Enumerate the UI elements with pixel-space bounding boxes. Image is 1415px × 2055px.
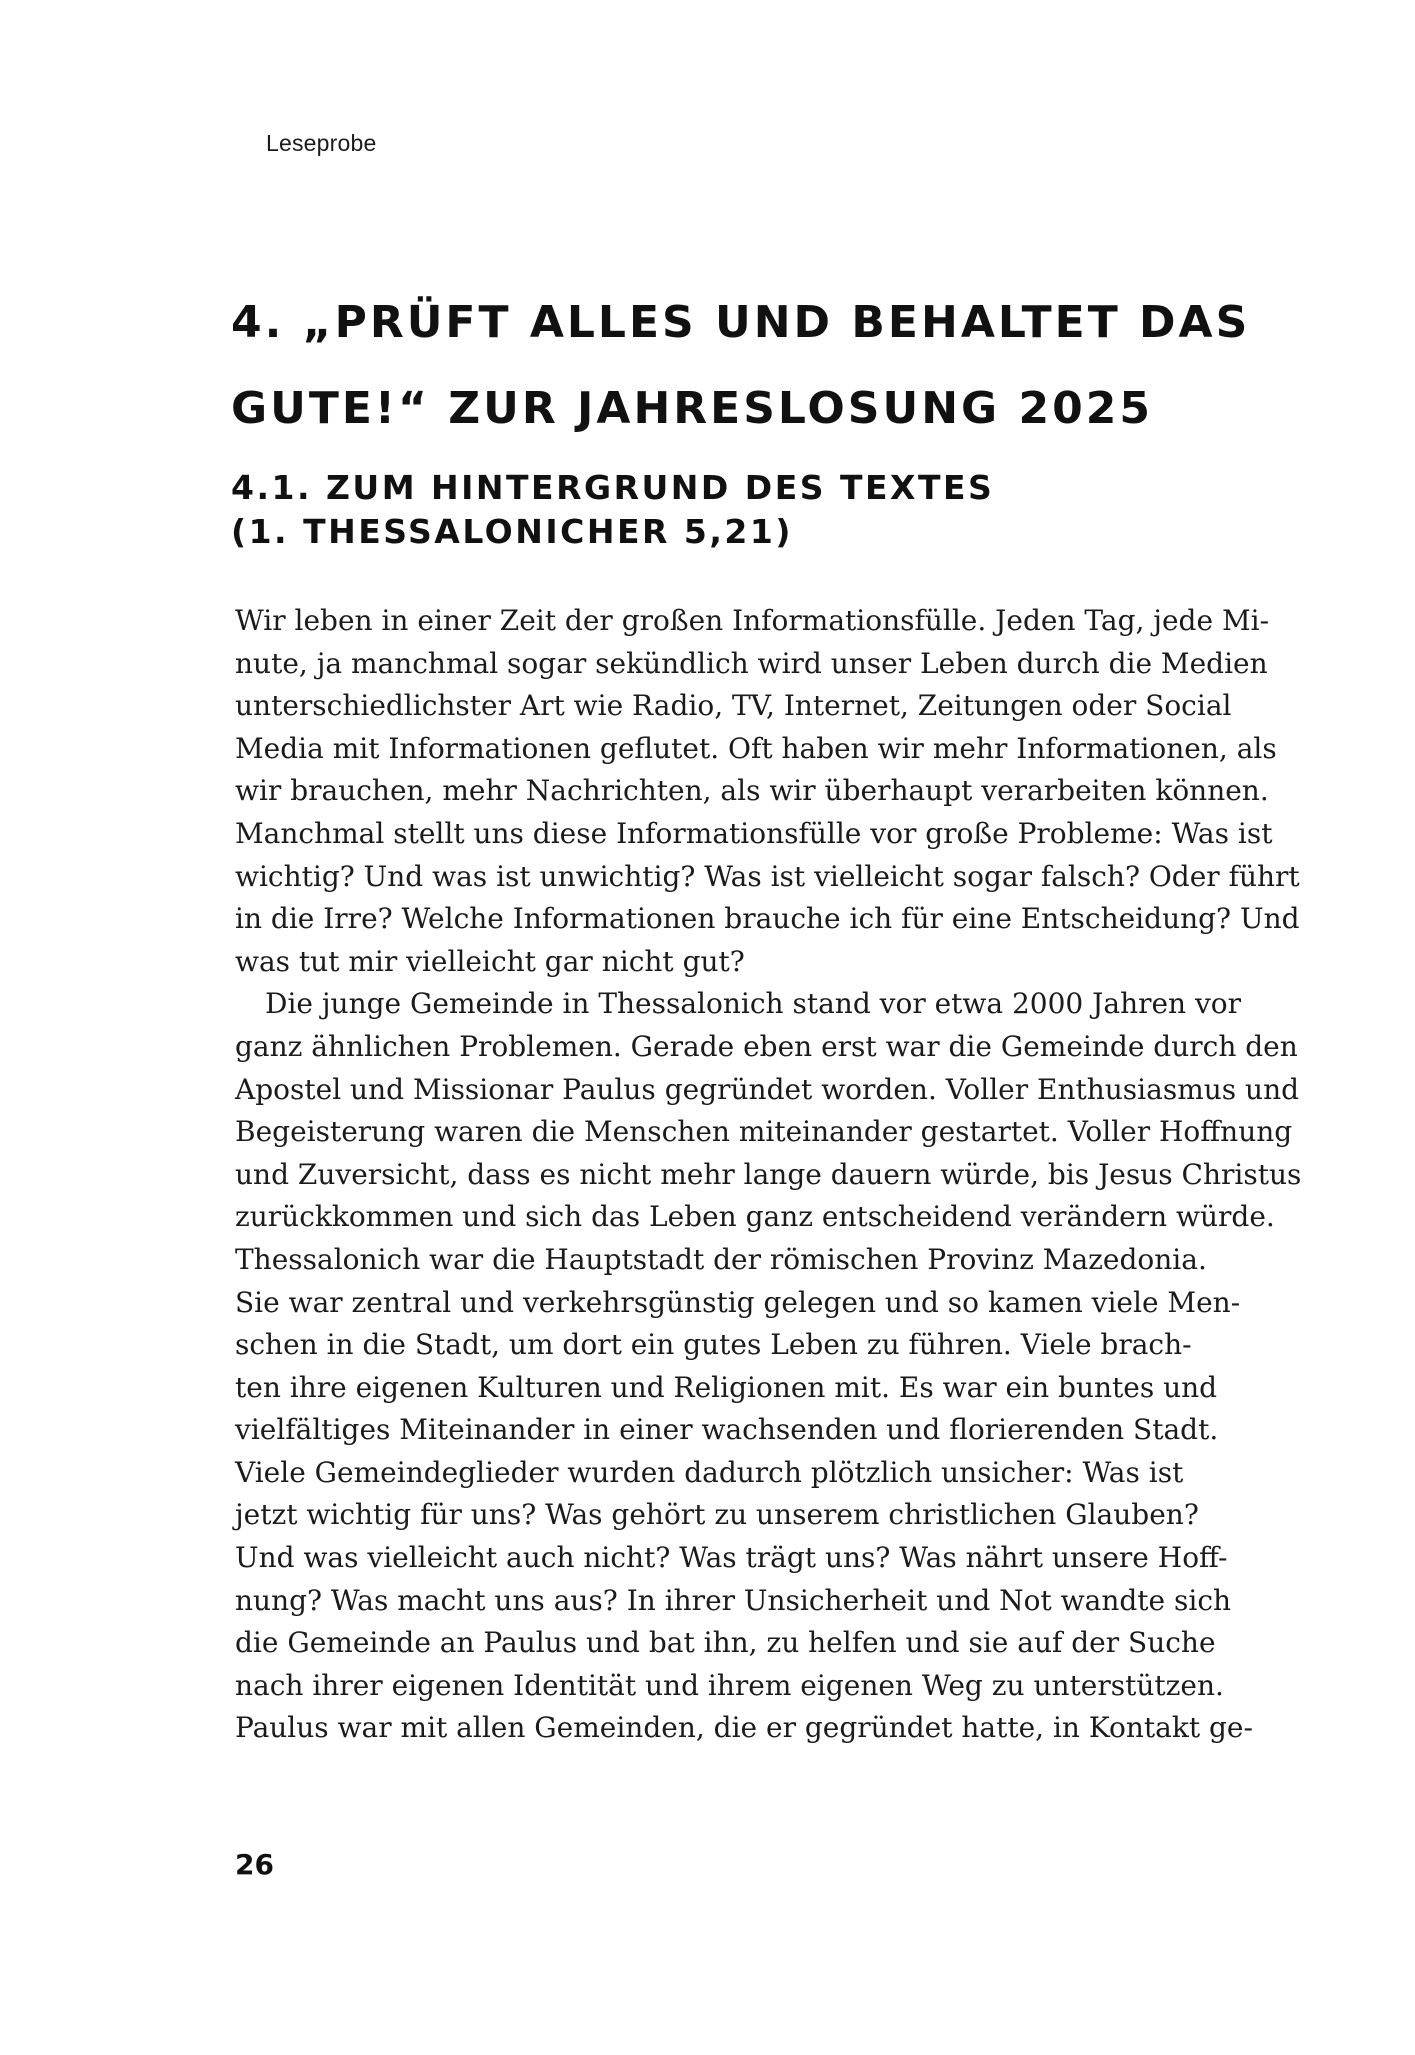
- text-line: nute, ja manchmal sogar sekündlich wird unser Leben durch die Medien: [235, 646, 1268, 680]
- text-line: vielfältiges Miteinander in einer wachsenden und florierenden Stadt.: [235, 1413, 1219, 1447]
- text-line: Apostel und Missionar Paulus gegründet worden. Voller Enthusiasmus und: [235, 1072, 1300, 1106]
- text-line: Und was vielleicht auch nicht? Was trägt uns? Was nährt unsere Hoff-: [235, 1541, 1228, 1575]
- text-line: Die junge Gemeinde in Thessalonich stand vor etwa 2000 Jahren vor: [265, 987, 1242, 1021]
- text-line: und Zuversicht, dass es nicht mehr lange dauern würde, bis Jesus Christus: [235, 1157, 1302, 1191]
- text-line: unterschiedlichster Art wie Radio, TV, Internet, Zeitungen oder Social: [235, 689, 1232, 723]
- text-line: Wir leben in einer Zeit der großen Informationsfülle. Jeden Tag, jede Mi-: [235, 604, 1270, 637]
- page-number: 26: [235, 1848, 274, 1881]
- text-line: wichtig? Und was ist unwichtig? Was ist vielleicht sogar falsch? Oder führt: [235, 859, 1300, 893]
- text-line: was tut mir vielleicht gar nicht gut?: [235, 944, 745, 978]
- chapter-title-line: 4. „PRÜFT ALLES UND BEHALTET DAS: [231, 297, 1251, 348]
- paragraph-2: [235, 983, 1302, 1750]
- text-line: ganz ähnlichen Problemen. Gerade eben erst war die Gemeinde durch den: [235, 1029, 1298, 1063]
- text-line: ten ihre eigenen Kulturen und Religionen mit. Es war ein buntes und: [235, 1370, 1218, 1404]
- chapter-title-line: GUTE!“ ZUR JAHRESLOSUNG 2025: [231, 383, 1153, 434]
- text-line: Manchmal stellt uns diese Informationsfülle vor große Probleme: Was ist: [235, 816, 1273, 850]
- text-line: nung? Was macht uns aus? In ihrer Unsicherheit und Not wandte sich: [235, 1583, 1232, 1617]
- section-title: [231, 466, 1231, 554]
- text-line: die Gemeinde an Paulus und bat ihn, zu helfen und sie auf der Suche: [235, 1626, 1216, 1660]
- text-line: nach ihrer eigenen Identität und ihrem eigenen Weg zu unterstützen.: [235, 1668, 1224, 1702]
- text-line: Paulus war mit allen Gemeinden, die er gegründet hatte, in Kontakt ge-: [235, 1711, 1253, 1745]
- text-line: Media mit Informationen geflutet. Oft haben wir mehr Informationen, als: [235, 731, 1277, 765]
- section-title-line: 4.1. ZUM HINTERGRUND DES TEXTES: [231, 468, 995, 507]
- text-line: Thessalonich war die Hauptstadt der römischen Provinz Mazedonia.: [235, 1242, 1207, 1276]
- body-text: [235, 600, 1302, 1750]
- text-line: Sie war zentral und verkehrsgünstig gelegen und so kamen viele Men-: [235, 1285, 1241, 1319]
- paragraph-1: [235, 600, 1300, 983]
- text-line: zurückkommen und sich das Leben ganz entscheidend verändern würde.: [235, 1200, 1275, 1234]
- text-line: Begeisterung waren die Menschen miteinander gestartet. Voller Hoffnung: [235, 1115, 1293, 1149]
- text-line: wir brauchen, mehr Nachrichten, als wir überhaupt verarbeiten können.: [235, 774, 1269, 808]
- running-header: Leseprobe: [266, 130, 377, 156]
- chapter-title: [231, 280, 1251, 452]
- section-title-line: (1. THESSALONICHER 5,21): [231, 512, 793, 551]
- text-line: in die Irre? Welche Informationen brauche ich für eine Entscheidung? Und: [235, 902, 1300, 936]
- text-line: jetzt wichtig für uns? Was gehört zu unserem christlichen Glauben?: [235, 1498, 1199, 1532]
- text-line: Viele Gemeindeglieder wurden dadurch plötzlich unsicher: Was ist: [235, 1455, 1184, 1489]
- text-line: schen in die Stadt, um dort ein gutes Leben zu führen. Viele brach-: [235, 1328, 1192, 1362]
